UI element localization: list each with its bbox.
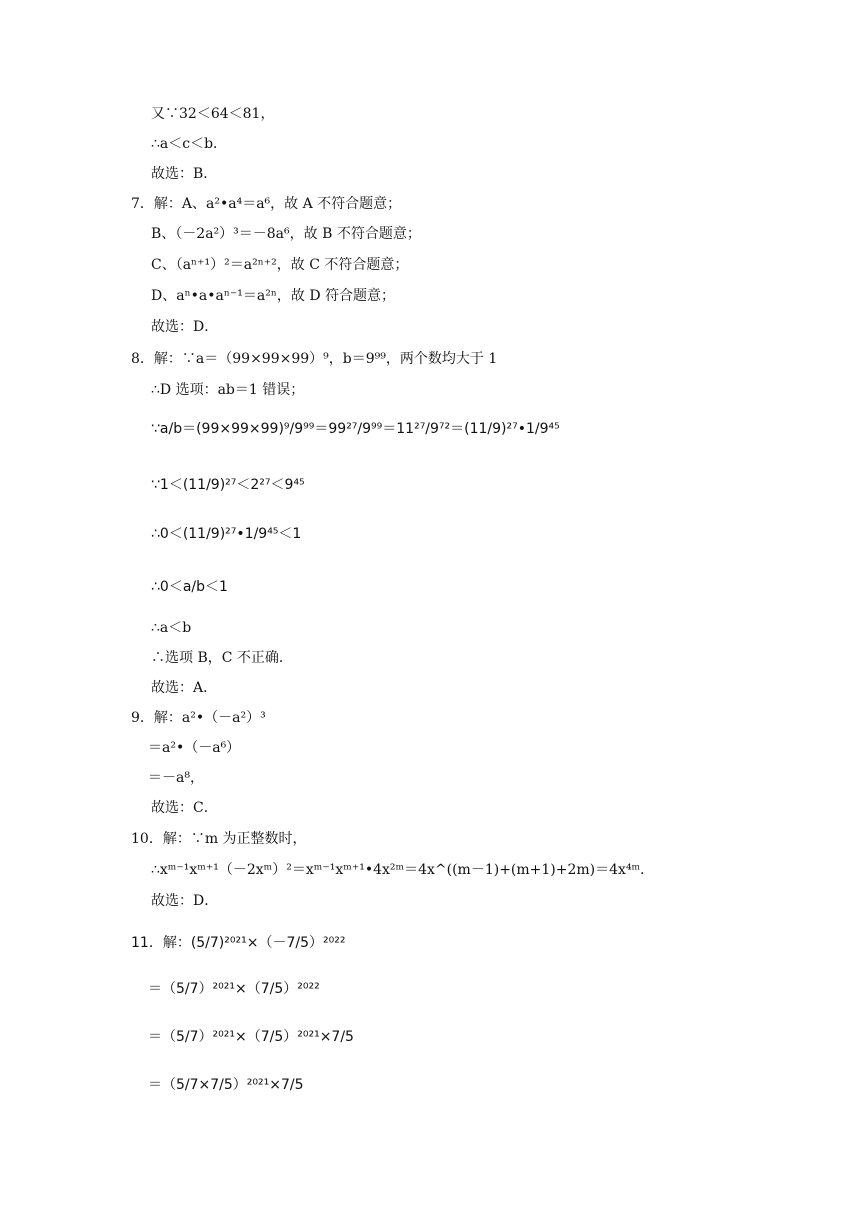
line-17: 故选：A． [151, 680, 218, 696]
line-16: ∴选项 B，C 不正确． [151, 650, 293, 666]
line-08: 故选：D． [151, 319, 219, 335]
line-22: 10．解：∵m 为正整数时， [131, 831, 307, 847]
line-25: 11．解：(5/7)²⁰²¹×（－7/5）²⁰²² [131, 935, 346, 951]
line-18: 9．解：a²•（－a²）³ [131, 710, 266, 726]
line-09: 8．解：∵a＝（99×99×99）⁹，b＝9⁹⁹，两个数均大于 1 [131, 351, 498, 367]
line-20: ＝－a⁸， [148, 770, 204, 786]
line-01: 又∵32＜64＜81， [151, 106, 275, 122]
line-06: C、（aⁿ⁺¹）²＝a²ⁿ⁺²，故 C 不符合题意； [151, 257, 409, 273]
line-24: 故选：D． [151, 893, 219, 909]
line-28: ＝（5/7×7/5）²⁰²¹×7/5 [148, 1077, 304, 1093]
line-26: ＝（5/7）²⁰²¹×（7/5）²⁰²² [148, 981, 320, 997]
line-11-fraction-equation: ∵a/b＝(99×99×99)⁹/9⁹⁹＝99²⁷/9⁹⁹＝11²⁷/9⁷²＝(11/9)²⁷•1/9⁴⁵ [151, 421, 560, 437]
line-13-inequality: ∴0＜(11/9)²⁷•1/9⁴⁵＜1 [151, 526, 302, 542]
line-14-inequality: ∴0＜a/b＜1 [151, 579, 228, 595]
line-02: ∴a＜c＜b． [151, 136, 228, 152]
line-19: ＝a²•（－a⁶） [148, 740, 241, 756]
line-12-inequality: ∵1＜(11/9)²⁷＜2²⁷＜9⁴⁵ [151, 477, 305, 493]
line-04: 7．解：A、a²•a⁴＝a⁶，故 A 不符合题意； [131, 196, 402, 212]
line-27: ＝（5/7）²⁰²¹×（7/5）²⁰²¹×7/5 [148, 1029, 354, 1045]
line-10: ∴D 选项：ab＝1 错误； [151, 382, 305, 398]
line-05: B、（－2a²）³＝－8a⁶，故 B 不符合题意； [151, 226, 421, 242]
line-21: 故选：C． [151, 800, 218, 816]
line-23: ∴xᵐ⁻¹xᵐ⁺¹（－2xᵐ）²＝xᵐ⁻¹xᵐ⁺¹•4x²ᵐ＝4x^((m－1)+(m+1)+2m)＝4x⁴ᵐ． [151, 862, 655, 878]
line-15: ∴a＜b [151, 620, 192, 636]
line-07: D、aⁿ•a•aⁿ⁻¹＝a²ⁿ，故 D 符合题意； [151, 288, 396, 304]
line-03: 故选：B． [151, 166, 218, 182]
